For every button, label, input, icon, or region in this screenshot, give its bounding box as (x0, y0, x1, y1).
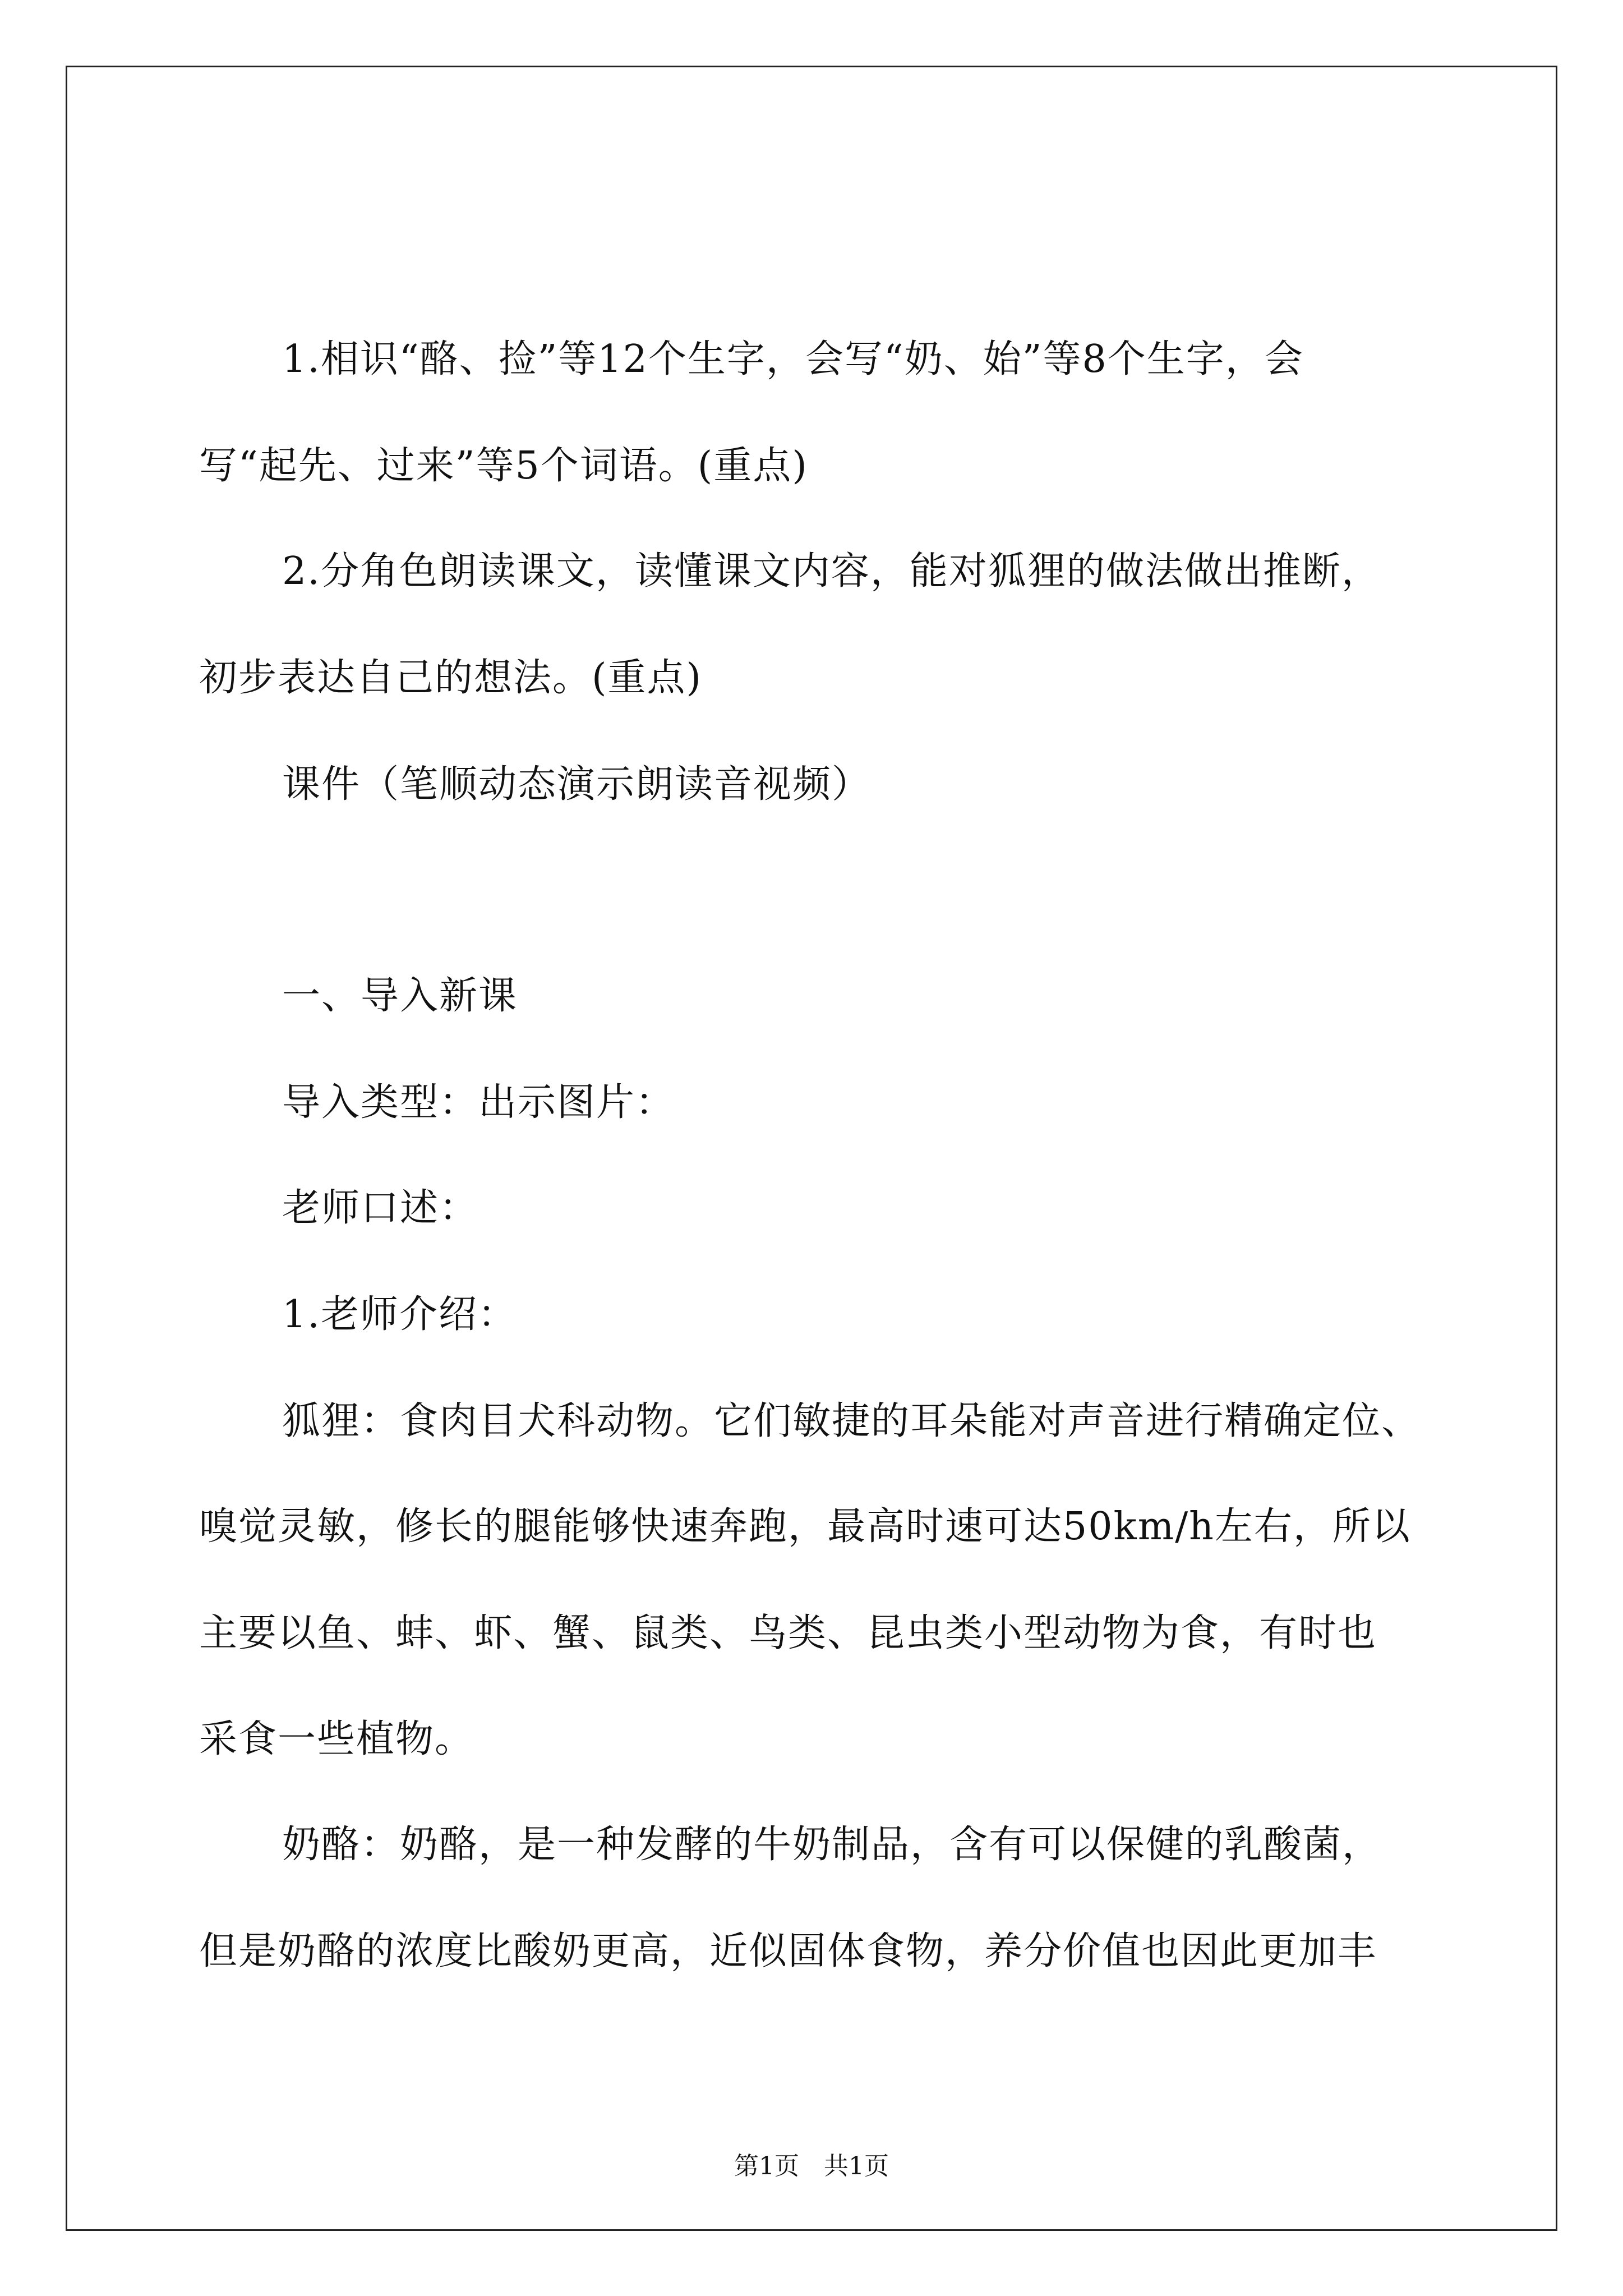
text-line: 老师口述： (282, 1186, 479, 1230)
section-heading: 一、导入新课 (282, 974, 518, 1018)
text-line: 1.老师介绍： (282, 1292, 517, 1337)
page-footer: 第1页 共1页 (734, 2152, 889, 2180)
text-line: 课件（笔顺动态演示朗读音视频） (282, 762, 872, 807)
text-line: 导入类型：出示图片： (282, 1080, 675, 1125)
text-line: 嗅觉灵敏，修长的腿能够快速奔跑，最高时速可达50km/h左右，所以 (199, 1504, 1411, 1549)
text-line: 狐狸：食肉目犬科动物。它们敏捷的耳朵能对声音进行精确定位、 (282, 1399, 1421, 1443)
page-border (66, 66, 1557, 2231)
text-line: 采食一些植物。 (199, 1717, 474, 1761)
text-line: 主要以鱼、蚌、虾、蟹、鼠类、鸟类、昆虫类小型动物为食，有时也 (199, 1611, 1377, 1655)
text-line: 但是奶酪的浓度比酸奶更高，近似固体食物，养分价值也因此更加丰 (199, 1929, 1377, 1973)
text-line: 初步表达自己的想法。(重点) (199, 656, 703, 700)
text-line: 2.分角色朗读课文，读懂课文内容，能对狐狸的做法做出推断， (282, 549, 1381, 593)
text-line: 写“起先、过来”等5个词语。(重点) (199, 444, 808, 488)
text-line: 1.相识“酪、捡”等12个生字，会写“奶、始”等8个生字，会 (282, 337, 1304, 381)
text-line: 奶酪：奶酪，是一种发酵的牛奶制品，含有可以保健的乳酸菌， (282, 1823, 1382, 1867)
